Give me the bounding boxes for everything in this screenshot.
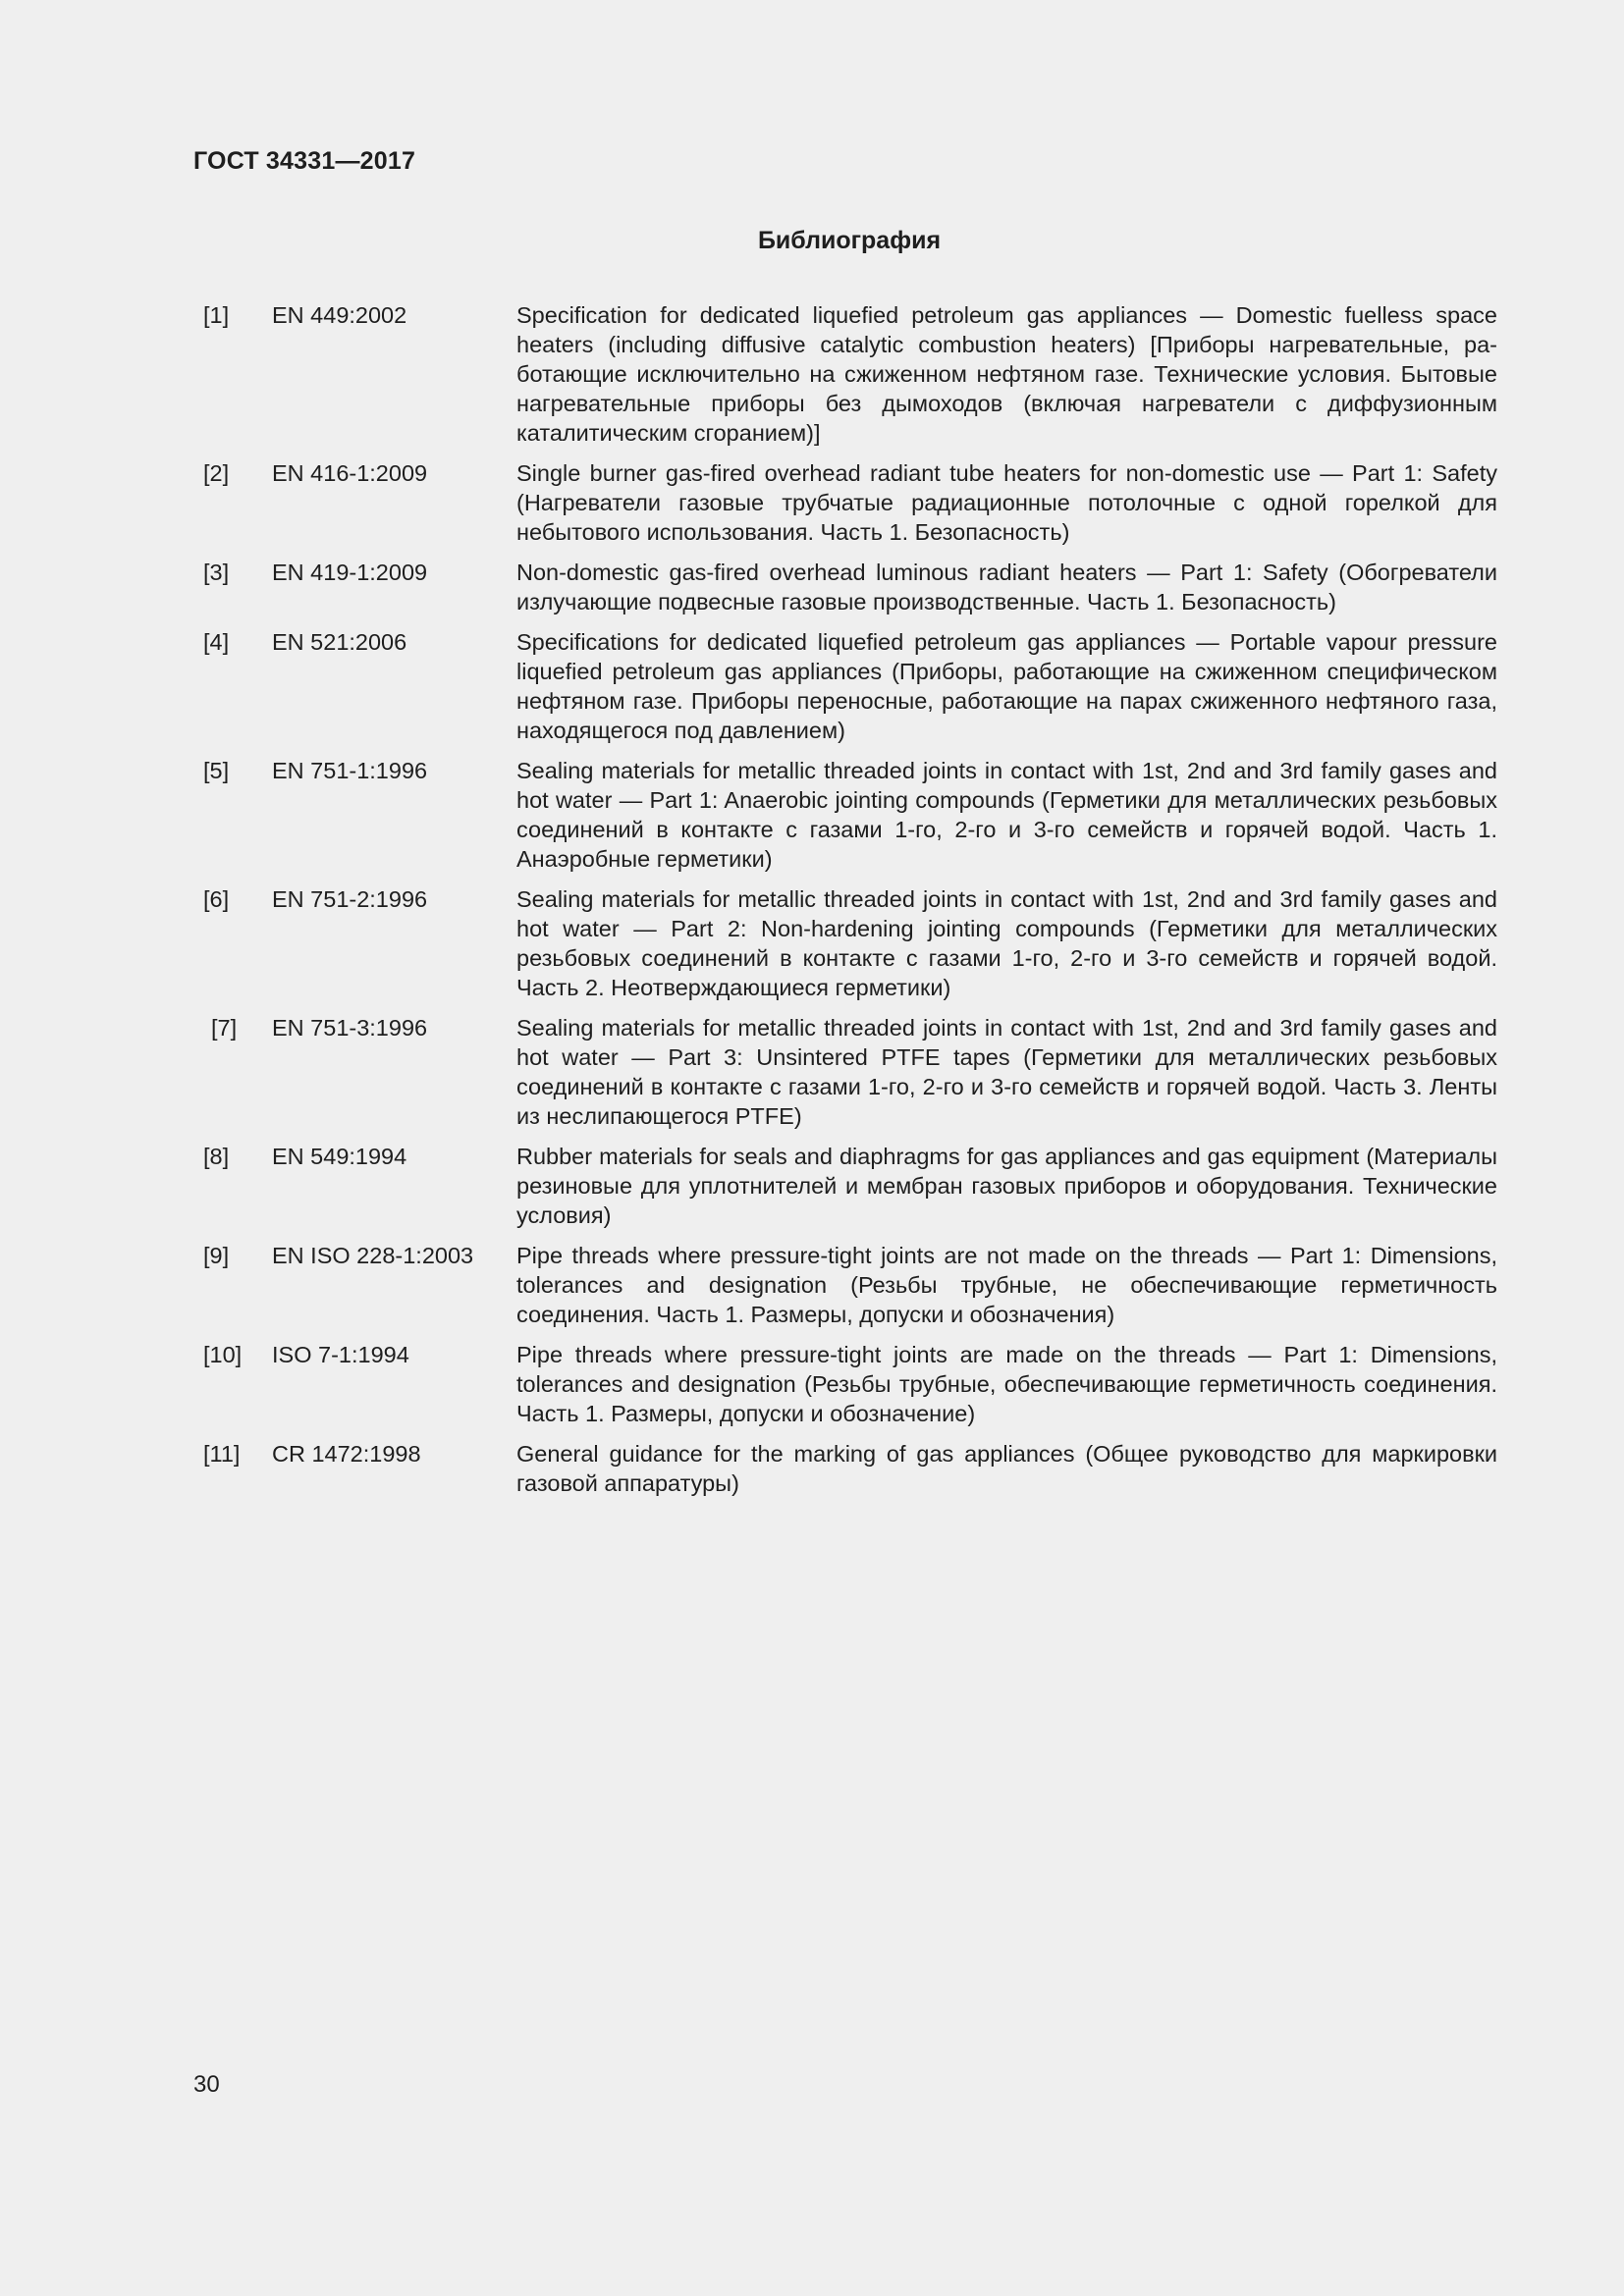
- entry-standard-code: EN ISO 228-1:2003: [272, 1243, 474, 1268]
- bibliography-entry: [193, 1142, 1497, 1230]
- entry-number: [11]: [203, 1441, 241, 1467]
- entry-description: Sealing materials for metallic threaded joints in contact with 1st, 2nd and 3rd family gases and hot water — Part 3: Unsintered PTFE tapes (Герметики для металлических резьбовых соединений в контакте с газами 1-го, 2-го и 3-го семейств и горячей водой. Часть 3. Ленты из неслипающегося PTFE): [516, 1015, 1497, 1129]
- bibliography-entry: [193, 1439, 1497, 1498]
- entry-description: General guidance for the marking of gas appliances (Общее руководство для маркировки газовой аппаратуры): [516, 1441, 1497, 1496]
- bibliography-entry: [193, 458, 1497, 547]
- entry-number: [1]: [203, 302, 230, 328]
- entry-number: [9]: [203, 1243, 230, 1268]
- bibliography-entry: [193, 1241, 1497, 1329]
- bibliography-entry: [193, 884, 1497, 1002]
- entry-number: [2]: [203, 460, 230, 486]
- entry-description: Single burner gas-fired overhead radiant tube heaters for non-domestic use — Part 1: Safety (Нагреватели газовые трубчатые радиационные потолочные с одной горелкой для небытового использования. Часть 1. Безопасность): [516, 460, 1497, 545]
- bibliography-entry: [193, 1340, 1497, 1428]
- bibliography-entry: [193, 300, 1497, 448]
- bibliography-list: [193, 300, 1497, 1509]
- entry-standard-code: EN 549:1994: [272, 1144, 407, 1169]
- entry-description: Specifications for dedicated liquefied petroleum gas appliances — Portable vapour pressure liquefied petroleum gas appliances (Приборы, работающие на сжиженном специфическом нефтяном газе. Приборы переносные, работающие на парах сжиженного нефтяного газа, находящегося под давлением): [516, 629, 1497, 743]
- entry-standard-code: EN 449:2002: [272, 302, 407, 328]
- document-code: ГОСТ 34331—2017: [193, 147, 416, 175]
- entry-standard-code: CR 1472:1998: [272, 1441, 421, 1467]
- bibliography-entry: [193, 627, 1497, 745]
- entry-description: Pipe threads where pressure-tight joints are made on the threads — Part 1: Dimensions, tolerances and designation (Резьбы трубные, обеспечивающие герметичность соединения. Часть 1. Размеры, допуски и обозначение): [516, 1342, 1497, 1426]
- entry-number: [8]: [203, 1144, 230, 1169]
- entry-description: Sealing materials for metallic threaded joints in contact with 1st, 2nd and 3rd family gases and hot water — Part 2: Non-hardening jointing compounds (Герметики для металлических резьбовых соединений в контакте с газами 1-го, 2-го и 3-го семейств и горячей водой. Часть 2. Неотверждающиеся герметики): [516, 886, 1497, 1000]
- entry-number: [3]: [203, 560, 230, 585]
- entry-standard-code: EN 419-1:2009: [272, 560, 428, 585]
- entry-standard-code: EN 751-1:1996: [272, 758, 428, 783]
- entry-description: Rubber materials for seals and diaphragms for gas appliances and gas equipment (Материалы резиновые для уплотнителей и мембран газовых приборов и оборудования. Технические условия): [516, 1144, 1497, 1228]
- entry-standard-code: EN 751-2:1996: [272, 886, 428, 912]
- entry-number: [6]: [203, 886, 230, 912]
- entry-standard-code: ISO 7-1:1994: [272, 1342, 409, 1367]
- entry-description: Specification for dedicated liquefied petroleum gas appliances — Domestic fuelless space heaters (including diffusive catalytic combustion heaters) [Приборы нагревательные, работающие исключительно на сжиженном нефтяном газе. Технические условия. Бытовые нагревательные приборы без дымоходов (включая нагреватели с диффузионным каталитическим сгоранием)]: [516, 302, 1497, 446]
- entry-number: [4]: [203, 629, 230, 655]
- entry-standard-code: EN 521:2006: [272, 629, 407, 655]
- entry-number: [5]: [203, 758, 230, 783]
- entry-standard-code: EN 751-3:1996: [272, 1015, 428, 1041]
- entry-number: [7]: [211, 1015, 238, 1041]
- entry-standard-code: EN 416-1:2009: [272, 460, 428, 486]
- section-title: Библиография: [757, 227, 942, 254]
- entry-description: Pipe threads where pressure-tight joints are not made on the threads — Part 1: Dimensions, tolerances and designation (Резьбы трубные, не обеспечивающие герметичность соединения. Часть 1. Размеры, допуски и обозначения): [516, 1243, 1497, 1327]
- entry-description: Sealing materials for metallic threaded joints in contact with 1st, 2nd and 3rd family gases and hot water — Part 1: Anaerobic jointing compounds (Герметики для металлических резьбовых соединений в контакте с газами 1-го, 2-го и 3-го семейств и горячей водой. Часть 1. Анаэробные герметики): [516, 758, 1497, 872]
- bibliography-entry: [193, 558, 1497, 616]
- page-number: 30: [193, 2071, 220, 2098]
- entry-description: Non-domestic gas-fired overhead luminous radiant heaters — Part 1: Safety (Обогреватели излучающие подвесные газовые производственные. Часть 1. Безопасность): [516, 560, 1497, 614]
- entry-number: [10]: [203, 1342, 243, 1367]
- bibliography-entry: [193, 1013, 1497, 1131]
- bibliography-entry: [193, 756, 1497, 874]
